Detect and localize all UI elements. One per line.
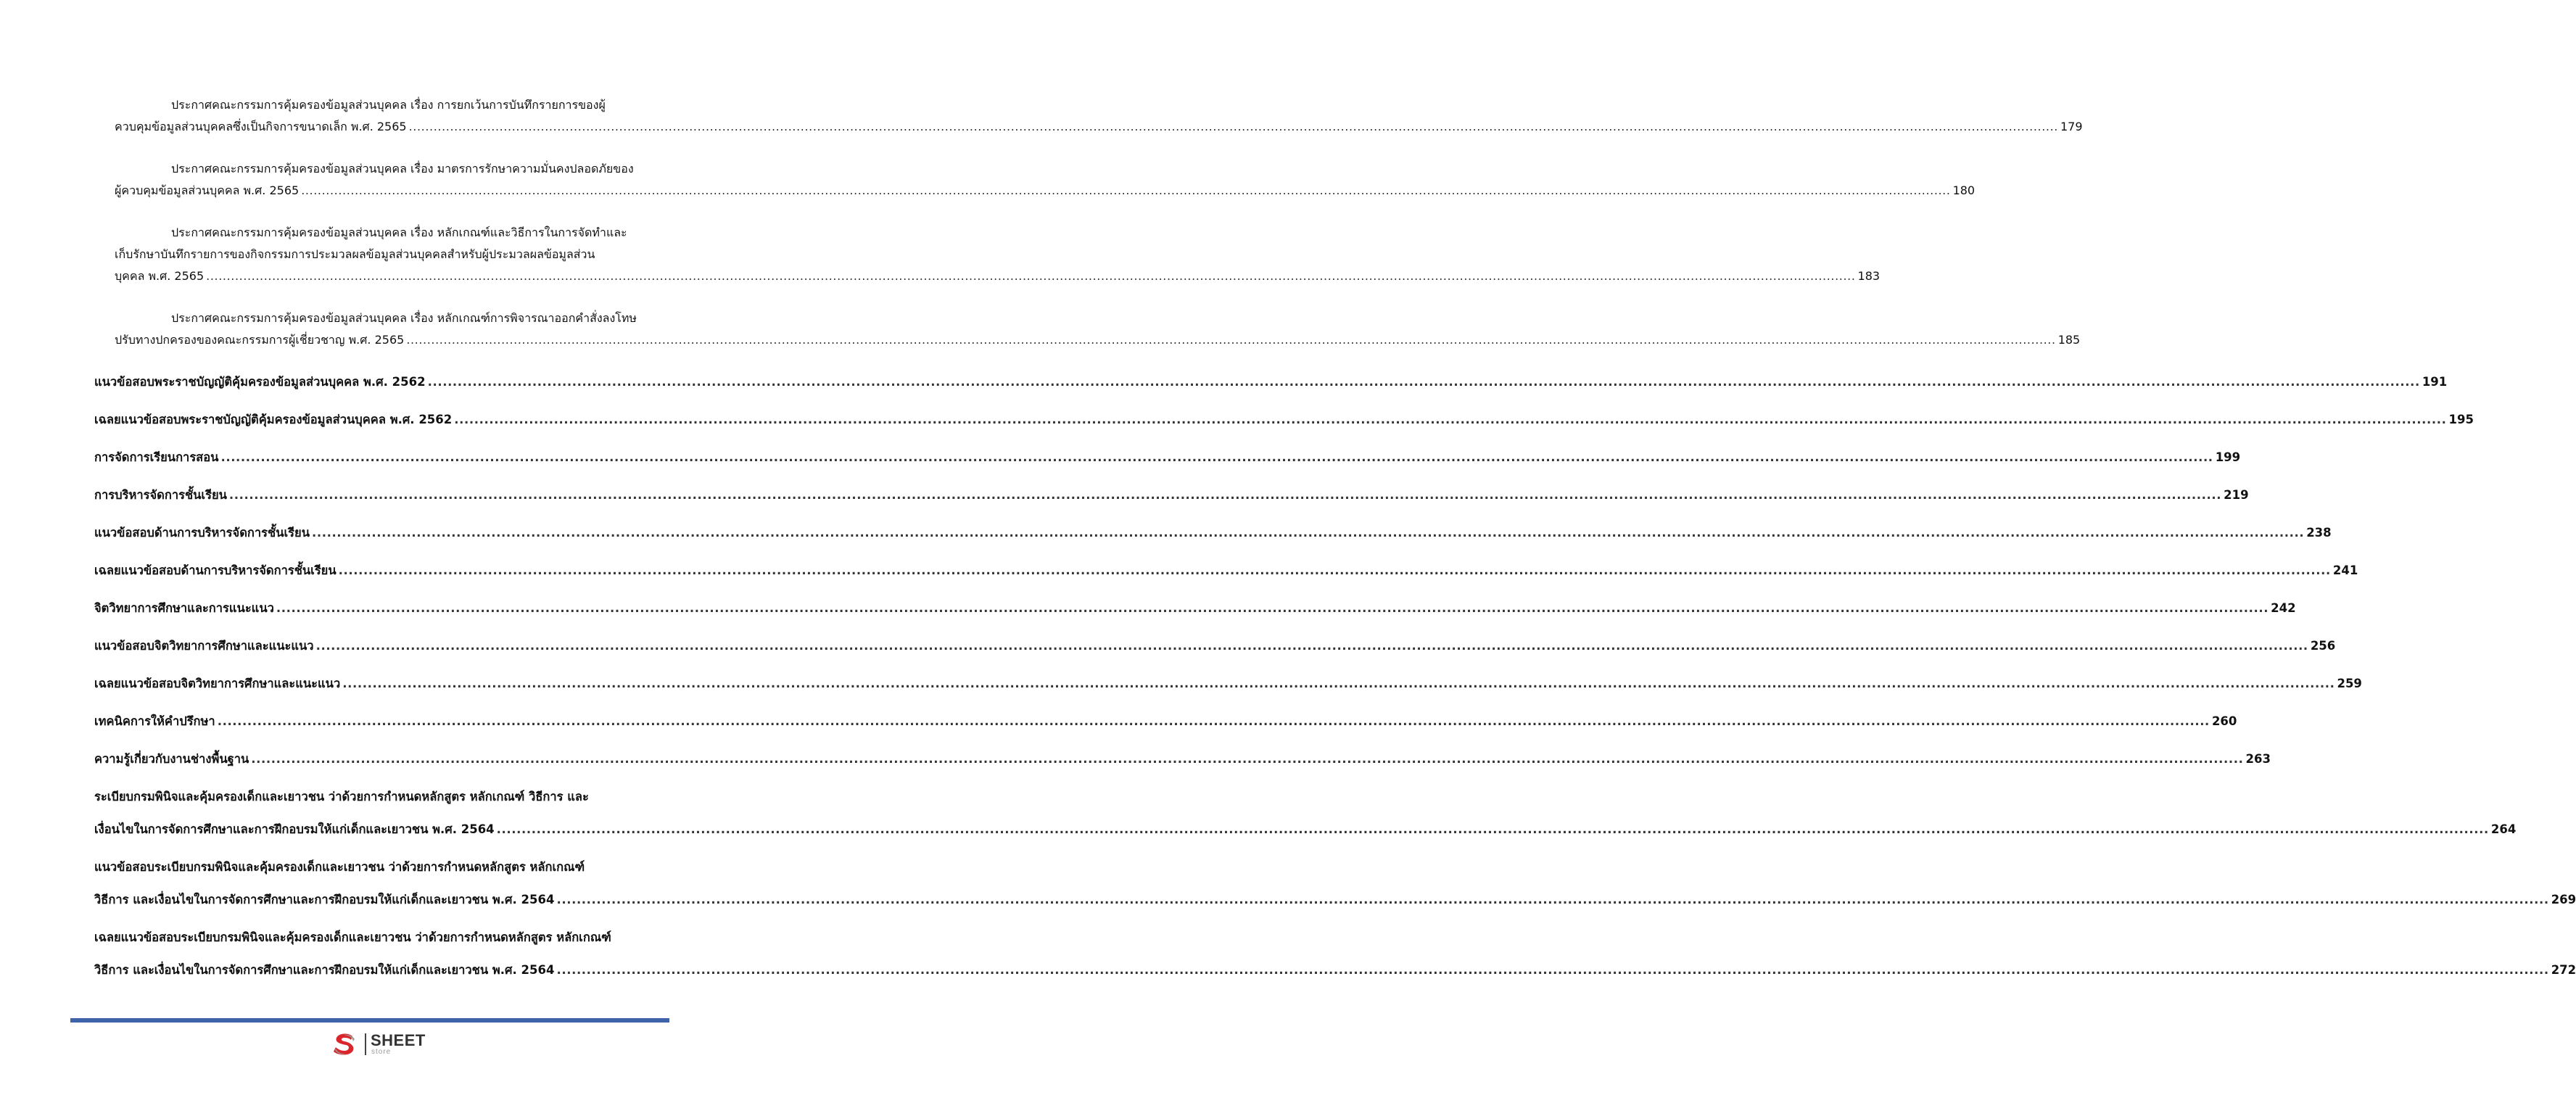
toc-entry-title: ผู้ควบคุมข้อมูลส่วนบุคคล พ.ศ. 2565: [115, 183, 300, 197]
toc-entry-line: [115, 307, 685, 329]
sheet-store-s-logo-icon: [330, 1030, 359, 1059]
toc-page-number: 259: [2337, 677, 2362, 690]
toc-dot-leader: ................................................................................................................................................................................................................................................................................................................................................................................................................: [251, 752, 2244, 766]
toc-page-number: 241: [2332, 563, 2358, 577]
toc-entry-line: [94, 819, 2517, 840]
toc-main-entry[interactable]: [94, 484, 2249, 506]
toc-main-entry[interactable]: [94, 560, 2358, 582]
toc-dot-leader: ................................................................................................................................................................................................................................................................................................................................................................................................................: [556, 893, 2549, 906]
toc-entry-title: เทคนิคการให้คำปรึกษา: [94, 714, 215, 728]
toc-main-entry[interactable]: [94, 371, 2448, 393]
logo-wordmark: SHEET: [371, 1031, 426, 1049]
toc-main-entry[interactable]: [94, 447, 2241, 468]
toc-main-entry[interactable]: [94, 409, 2474, 431]
toc-entry-line: [115, 265, 1881, 287]
toc-entry-line: [94, 889, 2576, 911]
toc-page-number: 180: [1952, 183, 1976, 197]
toc-dot-leader: ................................................................................................................................................................................................................................................................................................................................................................................................................: [338, 563, 2331, 577]
toc-entry-line: [94, 409, 2474, 431]
toc-page-number: 183: [1857, 269, 1881, 283]
toc-entry-title: เฉลยแนวข้อสอบระเบียบกรมพินิจและคุ้มครองเด็กและเยาวชน ว่าด้วยการกำหนดหลักสูตร หลักเกณฑ์: [94, 930, 611, 944]
toc-dot-leader: ................................................................................................................................................................................................................................................................................................................................................................................................................: [427, 375, 2420, 389]
toc-page-number: 179: [2060, 120, 2083, 133]
toc-main-entry[interactable]: [94, 598, 2296, 619]
toc-dot-leader: ................................................................................................................................................................................................................................................................................................................................................................................................................: [315, 639, 2308, 653]
toc-main-entry[interactable]: [94, 856, 2576, 911]
sheet-store-logo: [330, 1030, 432, 1059]
toc-dot-leader: ................................................................................................................................................................................................................................................................................................................................................................................................................: [342, 677, 2335, 690]
toc-page-number: 195: [2448, 413, 2474, 426]
toc-dot-leader: ................................................................................................................................................................................................................................................................................................................................................................................................................: [206, 269, 1856, 283]
toc-page-number: 199: [2215, 450, 2241, 464]
logo-divider: [365, 1033, 366, 1055]
toc-page-number: 185: [2057, 333, 2081, 347]
toc-entry-line: [94, 748, 2271, 770]
toc-entry-line: [94, 856, 685, 878]
toc-main-entry[interactable]: [94, 673, 2362, 695]
toc-main-entry[interactable]: [94, 711, 2237, 732]
toc-page-number: 272: [2551, 963, 2576, 977]
toc-entry-title: ประกาศคณะกรรมการคุ้มครองข้อมูลส่วนบุคคล เรื่อง หลักเกณฑ์การพิจารณาออกคำสั่งลงโทษ: [171, 311, 637, 325]
toc-page-number: 242: [2271, 601, 2296, 615]
toc-dot-leader: ................................................................................................................................................................................................................................................................................................................................................................................................................: [556, 963, 2549, 977]
footer-divider-bar: [70, 1018, 669, 1023]
toc-entry-title: การบริหารจัดการชั้นเรียน: [94, 488, 227, 502]
toc-entry-title: แนวข้อสอบด้านการบริหารจัดการชั้นเรียน: [94, 526, 310, 540]
toc-entry-title: แนวข้อสอบจิตวิทยาการศึกษาและแนะแนว: [94, 639, 314, 653]
toc-sub-entry[interactable]: [115, 307, 2081, 351]
toc-main-entry[interactable]: [94, 786, 2517, 840]
toc-main-entry[interactable]: [94, 927, 2576, 981]
toc-entry-title: เฉลยแนวข้อสอบจิตวิทยาการศึกษาและแนะแนว: [94, 677, 341, 690]
toc-entry-line: [94, 635, 2336, 657]
toc-dot-leader: ................................................................................................................................................................................................................................................................................................................................................................................................................: [408, 120, 2058, 133]
toc-entry-line: [94, 447, 2241, 468]
toc-dot-leader: ................................................................................................................................................................................................................................................................................................................................................................................................................: [228, 488, 2222, 502]
toc-entry-line: [94, 711, 2237, 732]
toc-main-entry[interactable]: [94, 635, 2336, 657]
toc-entry-title: เฉลยแนวข้อสอบด้านการบริหารจัดการชั้นเรียน: [94, 563, 337, 577]
toc-entry-line: [115, 222, 685, 244]
toc-page-number: 191: [2422, 375, 2448, 389]
toc-entry-title: บุคคล พ.ศ. 2565: [115, 269, 205, 283]
toc-entry-line: [94, 522, 2332, 544]
toc-sub-entry[interactable]: [115, 158, 1976, 202]
toc-dot-leader: ................................................................................................................................................................................................................................................................................................................................................................................................................: [406, 333, 2056, 347]
toc-entry-line: [94, 673, 2362, 695]
toc-entry-title: เก็บรักษาบันทึกรายการของกิจกรรมการประมวลผลข้อมูลส่วนบุคคลสำหรับผู้ประมวลผลข้อมูลส่วน: [115, 247, 595, 261]
toc-entry-title: ประกาศคณะกรรมการคุ้มครองข้อมูลส่วนบุคคล เรื่อง การยกเว้นการบันทึกรายการของผู้: [171, 98, 606, 112]
toc-entry-title: ปรับทางปกครองของคณะกรรมการผู้เชี่ยวชาญ พ.ศ. 2565: [115, 333, 405, 347]
toc-page-number: 260: [2211, 714, 2237, 728]
toc-entry-line: [94, 786, 685, 808]
toc-entry-line: [94, 560, 2358, 582]
toc-main-entry[interactable]: [94, 748, 2271, 770]
toc-entry-title: แนวข้อสอบพระราชบัญญัติคุ้มครองข้อมูลส่วนบุคคล พ.ศ. 2562: [94, 375, 426, 389]
toc-entry-line: [94, 959, 2576, 981]
toc-entry-title: เฉลยแนวข้อสอบพระราชบัญญัติคุ้มครองข้อมูลส่วนบุคคล พ.ศ. 2562: [94, 413, 453, 426]
toc-entry-line: [94, 484, 2249, 506]
toc-page-number: 269: [2551, 893, 2576, 906]
toc-entry-title: ประกาศคณะกรรมการคุ้มครองข้อมูลส่วนบุคคล เรื่อง มาตรการรักษาความมั่นคงปลอดภัยของ: [171, 162, 634, 175]
toc-entry-title: ควบคุมข้อมูลส่วนบุคคลซึ่งเป็นกิจการขนาดเล็ก พ.ศ. 2565: [115, 120, 407, 133]
toc-entry-title: ระเบียบกรมพินิจและคุ้มครองเด็กและเยาวชน ว่าด้วยการกำหนดหลักสูตร หลักเกณฑ์ วิธีการ และ: [94, 790, 589, 804]
toc-dot-leader: ................................................................................................................................................................................................................................................................................................................................................................................................................: [217, 714, 2210, 728]
toc-entry-line: [115, 244, 685, 265]
toc-entry-title: ความรู้เกี่ยวกับงานช่างพื้นฐาน: [94, 752, 249, 766]
toc-page-number: 238: [2306, 526, 2332, 540]
table-of-contents: [94, 94, 2576, 997]
toc-entry-line: [115, 180, 1976, 202]
toc-dot-leader: ................................................................................................................................................................................................................................................................................................................................................................................................................: [220, 450, 2213, 464]
toc-entry-line: [115, 94, 685, 116]
toc-entry-title: วิธีการ และเงื่อนไขในการจัดการศึกษาและการฝึกอบรมให้แก่เด็กและเยาวชน พ.ศ. 2564: [94, 963, 555, 977]
toc-page-number: 263: [2245, 752, 2271, 766]
toc-sub-entry[interactable]: [115, 222, 1881, 287]
toc-entry-title: จิตวิทยาการศึกษาและการแนะแนว: [94, 601, 274, 615]
toc-main-entry[interactable]: [94, 522, 2332, 544]
toc-entry-title: แนวข้อสอบระเบียบกรมพินิจและคุ้มครองเด็กและเยาวชน ว่าด้วยการกำหนดหลักสูตร หลักเกณฑ์: [94, 860, 585, 874]
toc-page-number: 256: [2310, 639, 2336, 653]
toc-entry-title: การจัดการเรียนการสอน: [94, 450, 219, 464]
toc-dot-leader: ................................................................................................................................................................................................................................................................................................................................................................................................................: [454, 413, 2447, 426]
toc-entry-line: [115, 329, 2081, 351]
toc-entry-line: [115, 116, 2083, 138]
toc-entry-line: [94, 598, 2296, 619]
toc-entry-title: ประกาศคณะกรรมการคุ้มครองข้อมูลส่วนบุคคล เรื่อง หลักเกณฑ์และวิธีการในการจัดทำและ: [171, 226, 627, 239]
toc-entry-line: [94, 371, 2448, 393]
logo-subword: store: [371, 1048, 392, 1056]
toc-dot-leader: ................................................................................................................................................................................................................................................................................................................................................................................................................: [276, 601, 2269, 615]
toc-entry-title: วิธีการ และเงื่อนไขในการจัดการศึกษาและการฝึกอบรมให้แก่เด็กและเยาวชน พ.ศ. 2564: [94, 893, 555, 906]
toc-sub-entry[interactable]: [115, 94, 2083, 138]
toc-dot-leader: ................................................................................................................................................................................................................................................................................................................................................................................................................: [311, 526, 2305, 540]
toc-entry-title: เงื่อนไขในการจัดการศึกษาและการฝึกอบรมให้แก่เด็กและเยาวชน พ.ศ. 2564: [94, 822, 495, 836]
toc-dot-leader: ................................................................................................................................................................................................................................................................................................................................................................................................................: [301, 183, 1951, 197]
toc-entry-line: [115, 158, 685, 180]
toc-page-number: 264: [2490, 822, 2517, 836]
toc-entry-line: [94, 927, 685, 949]
toc-dot-leader: ................................................................................................................................................................................................................................................................................................................................................................................................................: [496, 822, 2489, 836]
toc-page-number: 219: [2224, 488, 2249, 502]
